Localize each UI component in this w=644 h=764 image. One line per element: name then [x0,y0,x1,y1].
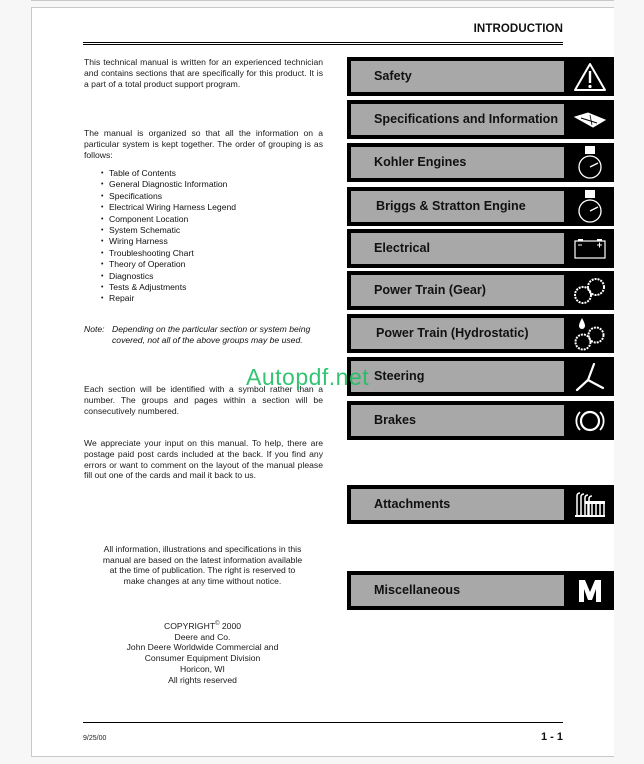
attachment-rake-icon [565,485,614,524]
note-block [84,324,329,346]
hydraulic-gears-icon [565,314,614,353]
list-item: • Electrical Wiring Harness Legend [101,202,236,213]
list-item: • Specifications [101,191,236,202]
section-tab-label: Brakes [374,413,417,427]
list-item: • Wiring Harness [101,236,236,247]
list-item: • Component Location [101,214,236,225]
steering-icon [565,357,614,396]
section-tab-label: Kohler Engines [374,155,467,169]
section-tab-label: Power Train (Hydrostatic) [376,326,529,340]
viewer-top-border [31,0,614,1]
letter-m-icon [565,571,614,610]
intro-paragraph-3: Each section will be identified with a symbol rather than a number. The groups and pages within a section will be consecutively numbered. [84,384,323,416]
section-tab-steering[interactable] [347,357,614,396]
disclaimer: All information, illustrations and specifications in this manual are based on the latest information available at the time of publication. The right is reserved to make changes at any time without notice. [102,544,303,586]
copyright-line: John Deere Worldwide Commercial and [126,642,279,653]
section-tab-safety[interactable] [347,57,614,96]
section-tab-power-train-gear[interactable] [347,271,614,310]
stopwatch-icon [565,143,614,182]
battery-icon [565,229,614,268]
list-item: • General Diagnostic Information [101,179,236,190]
section-tab-label: Attachments [374,497,451,511]
page-number: 1 - 1 [540,731,563,743]
list-item: • Troubleshooting Chart [101,248,236,259]
section-tab-label: Specifications and Information [374,112,559,126]
list-item: • Theory of Operation [101,259,236,270]
section-tab-attachments[interactable] [347,485,614,524]
brake-icon [565,401,614,440]
section-tab-label: Miscellaneous [374,583,461,597]
intro-paragraph-1: This technical manual is written for an experienced technician and contains sections that are specifically for this product. It is a part of a total product support program. [84,57,323,89]
note-label: Note: [84,324,105,334]
list-item: • System Schematic [101,225,236,236]
open-book-icon [565,100,614,139]
section-tab-miscellaneous[interactable] [347,571,614,610]
copyright-line: Deere and Co. [174,631,231,642]
section-tab-briggs-stratton[interactable] [347,187,614,226]
copyright-line: Consumer Equipment Division [144,653,261,664]
section-tab-label: Electrical [374,241,431,255]
intro-paragraph-4: We appreciate your input on this manual. To help, there are postage paid post cards included at the back. If you find any errors or want to comment on the layout of the manual please fill out one of the cards and mail it back to us. [84,438,323,481]
stopwatch-icon [565,187,614,226]
copyright-line: Horicon, WI [180,664,225,675]
list-item: • Diagnostics [101,271,236,282]
page-title: INTRODUCTION [473,23,563,35]
copyright-year: 2000 [219,620,242,631]
section-tab-kohler-engines[interactable] [347,143,614,182]
section-tab-label: Power Train (Gear) [374,283,486,297]
section-tab-specifications[interactable] [347,100,614,139]
intro-paragraph-2: The manual is organized so that all the information on a particular system is kept together. The order of grouping is as follows: [84,128,323,160]
list-item: • Repair [101,293,236,304]
gears-icon [565,271,614,310]
watermark: Autopdf.net [246,364,370,390]
section-tab-label: Steering [374,369,425,383]
section-tab-brakes[interactable] [347,401,614,440]
list-item: • Table of Contents [101,168,236,179]
section-tab-electrical[interactable] [347,229,614,268]
grouping-list [101,168,236,305]
note-text: Depending on the particular section or system being covered, not all of the above groups may be used. [112,324,311,345]
section-tab-power-train-hydrostatic[interactable] [347,314,614,353]
warning-triangle-icon [565,57,614,96]
footer-rule [83,722,563,723]
section-tab-label: Briggs & Stratton Engine [376,199,526,213]
section-tab-label: Safety [374,69,412,83]
copyright-line: All rights reserved [168,674,237,685]
footer-date: 9/25/00 [83,735,107,742]
header-double-rule [83,42,563,45]
list-item: • Tests & Adjustments [101,282,236,293]
copyright-symbol: © [215,621,220,627]
copyright-label: COPYRIGHT [163,620,216,631]
copyright-block [100,619,305,686]
